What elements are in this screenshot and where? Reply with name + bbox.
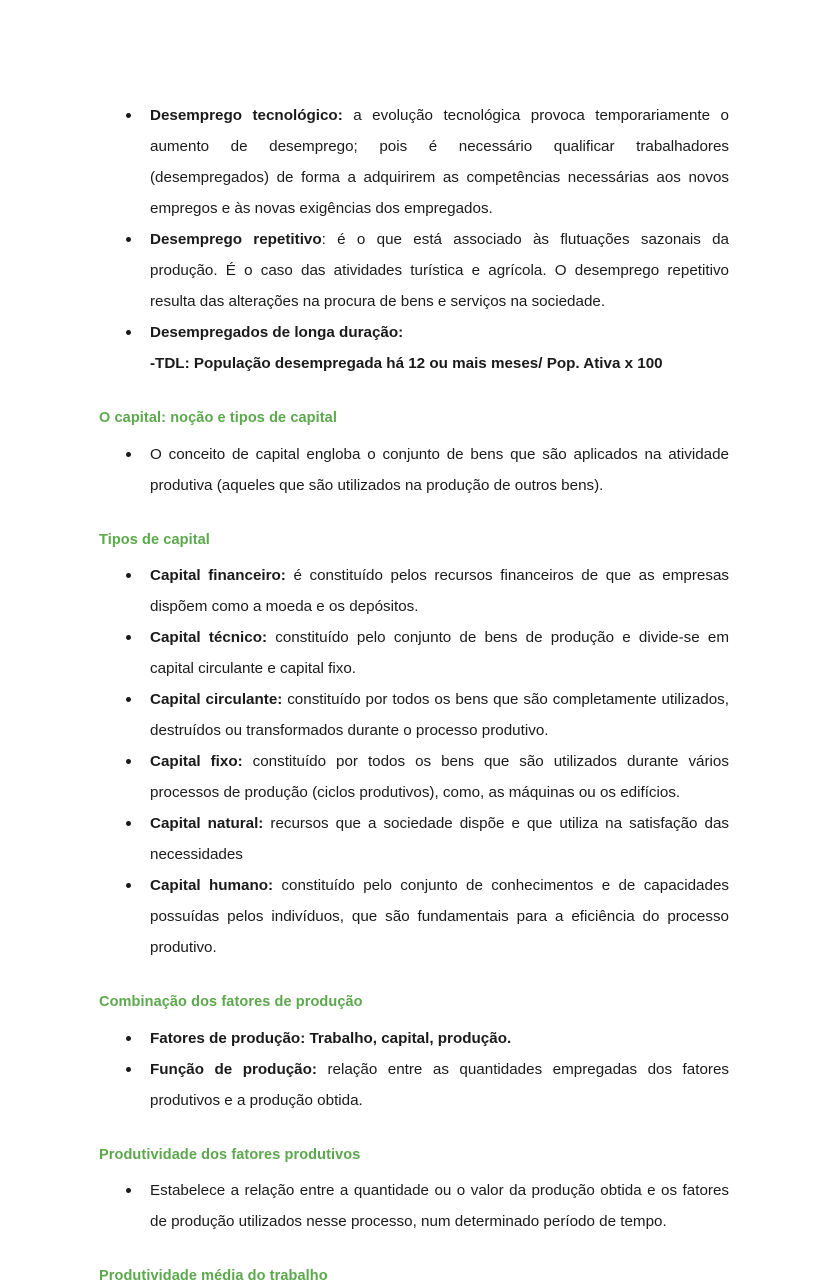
list-item-term: Função de produção:	[150, 1060, 317, 1078]
bullet-list	[99, 100, 729, 379]
list-item	[99, 317, 729, 379]
list-item-subline: -TDL: População desempregada há 12 ou mais meses/ Pop. Ativa x 100	[150, 355, 663, 372]
bullet-list	[99, 1175, 729, 1237]
section-heading	[99, 1146, 729, 1166]
bullet-list	[99, 560, 729, 963]
list-item	[99, 100, 729, 224]
list-item-term: Capital fixo:	[150, 753, 243, 771]
list-item	[99, 1023, 729, 1054]
list-item-term: Desemprego repetitivo	[150, 231, 322, 248]
list-item-term: Capital técnico:	[150, 629, 268, 647]
section-heading-text: O capital: noção e tipos de capital	[99, 410, 337, 426]
section-heading	[99, 531, 729, 551]
list-item	[99, 1175, 729, 1237]
section-heading-text: Produtividade dos fatores produtivos	[99, 1146, 361, 1163]
list-item-term: Fatores de produção: Trabalho, capital, produção.	[150, 1029, 512, 1047]
list-item-term: Capital humano:	[150, 877, 274, 895]
document-content	[99, 100, 729, 1287]
list-item	[99, 622, 729, 684]
section-heading	[99, 993, 729, 1013]
section-heading-text: Combinação dos fatores de produção	[99, 994, 363, 1011]
section-heading	[99, 1267, 729, 1287]
list-item	[99, 684, 729, 746]
list-item-term: Desemprego tecnológico:	[150, 107, 343, 124]
list-item	[99, 870, 729, 963]
list-item-term: Capital financeiro:	[150, 567, 286, 585]
list-item	[99, 808, 729, 870]
list-item-body: : é o que está associado às flutuações sazonais da produção. É o caso das atividades turística e agrícola. O desemprego repetitivo resulta das alterações na procura de bens e serviços na sociedade.	[150, 231, 729, 310]
list-item-body: constituído pelo conjunto de bens de produção e divide-se em capital circulante e capital fixo.	[150, 629, 729, 678]
bullet-list	[99, 1023, 729, 1116]
list-item-body: é constituído pelos recursos financeiros de que as empresas dispõem como a moeda e os depósitos.	[150, 567, 729, 616]
section-heading-text: Produtividade média do trabalho	[99, 1268, 328, 1285]
list-item-body: constituído por todos os bens que são utilizados durante vários processos de produção (ciclos produtivos), como, as máquinas ou os edifícios.	[150, 753, 729, 802]
bullet-list	[99, 439, 729, 501]
list-item	[99, 746, 729, 808]
list-item	[99, 1054, 729, 1116]
section-heading-text: Tipos de capital	[99, 531, 210, 548]
list-item-body: recursos que a sociedade dispõe e que utiliza na satisfação das necessidades	[150, 815, 729, 864]
list-item	[99, 224, 729, 317]
section-heading	[99, 409, 729, 429]
list-item-body: constituído pelo conjunto de conhecimentos e de capacidades possuídas pelos indivíduos, que são fundamentais para a eficiência do processo produtivo.	[150, 877, 729, 957]
list-item	[99, 560, 729, 622]
list-item-body: Estabelece a relação entre a quantidade ou o valor da produção obtida e os fatores de produção utilizados nesse processo, num determinado período de tempo.	[150, 1182, 729, 1231]
list-item	[99, 439, 729, 501]
list-item-term: Desempregados de longa duração:	[150, 324, 404, 341]
list-item-body: relação entre as quantidades empregadas dos fatores produtivos e a produção obtida.	[150, 1060, 729, 1109]
list-item-body: constituído por todos os bens que são completamente utilizados, destruídos ou transformados durante o processo produtivo.	[150, 691, 729, 740]
list-item-term: Capital natural:	[150, 815, 264, 833]
list-item-body: a evolução tecnológica provoca temporariamente o aumento de desemprego; pois é necessário qualificar trabalhadores (desempregados) de forma a adquirirem as competências necessárias aos novos empregos e às novas exigências dos empregados.	[150, 107, 729, 217]
list-item-term: Capital circulante:	[150, 691, 283, 709]
list-item-body: O conceito de capital engloba o conjunto de bens que são aplicados na atividade produtiva (aqueles que são utilizados na produção de outros bens).	[150, 445, 729, 494]
